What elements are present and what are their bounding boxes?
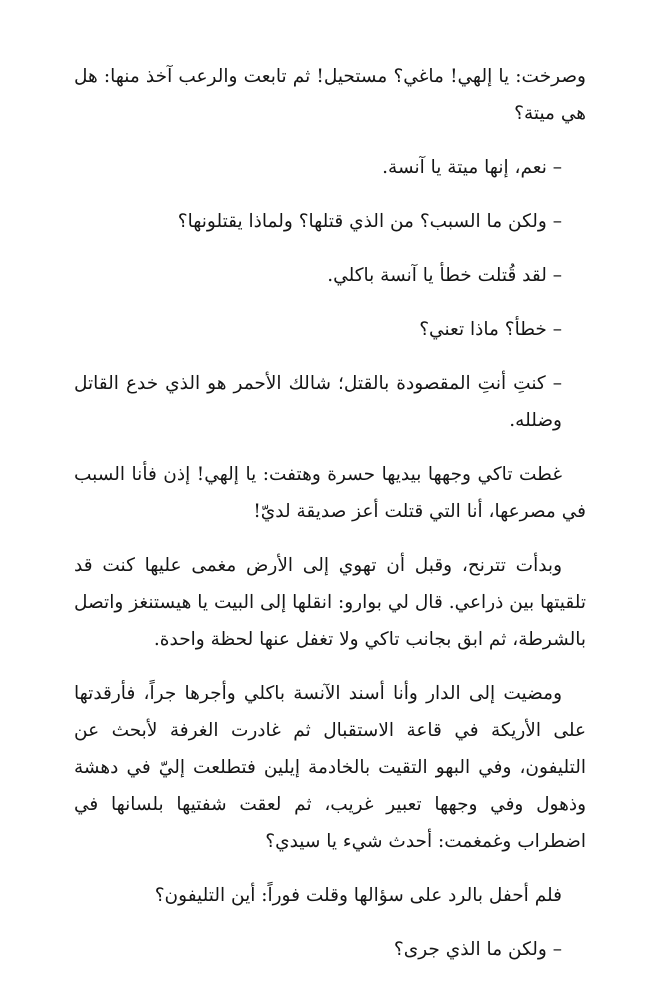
paragraph-1: وصرخت: يا إلهي! ماغي؟ مستحيل! ثم تابعت والرعب آخذ منها: هل هي ميتة؟ (74, 66, 586, 124)
paragraph-3: وبدأت تترنح، وقبل أن تهوي إلى الأرض مغمى عليها كنت قد تلقيتها بين ذراعي. قال لي بوارو: انقلها إلى البيت يا هيستنغز واتصل بالشرطة، ثم ابق بجانب تاكي ولا تغفل عنها لحظة واحدة. (74, 555, 586, 650)
paragraph-2: غطت تاكي وجهها بيديها حسرة وهتفت: يا إلهي! إذن فأنا السبب في مصرعها، أنا التي قتلت أعز صديقة لديّ! (74, 464, 586, 522)
dialogue-line-6: – ولكن ما الذي جرى؟ (393, 939, 562, 960)
book-page (74, 58, 586, 985)
dialogue-line-1: – نعم، إنها ميتة يا آنسة. (382, 157, 562, 178)
dialogue-line-4: – خطأ؟ ماذا تعني؟ (419, 319, 562, 340)
paragraph-5: فلم أحفل بالرد على سؤالها وقلت فوراً: أين التليفون؟ (154, 885, 562, 906)
dialogue-line-3: – لقد قُتلت خطأ يا آنسة باكلي. (327, 265, 562, 286)
dialogue-line-5: – كنتِ أنتِ المقصودة بالقتل؛ شالك الأحمر هو الذي خدع القاتل وضلله. (74, 373, 562, 431)
paragraph-4: ومضيت إلى الدار وأنا أسند الآنسة باكلي وأجرها جراً، فأرقدتها على الأريكة في قاعة الاستقبال ثم غادرت الغرفة لأبحث عن التليفون، وفي البهو التقيت بالخادمة إيلين فتطلعت إليّ في دهشة وذهول وفي وجهها تعبير غريب، ثم لعقت شفتيها بلسانها في اضطراب وغمغمت: أحدث شيء يا سيدي؟ (74, 683, 586, 852)
dialogue-line-2: – ولكن ما السبب؟ من الذي قتلها؟ ولماذا يقتلونها؟ (177, 211, 562, 232)
